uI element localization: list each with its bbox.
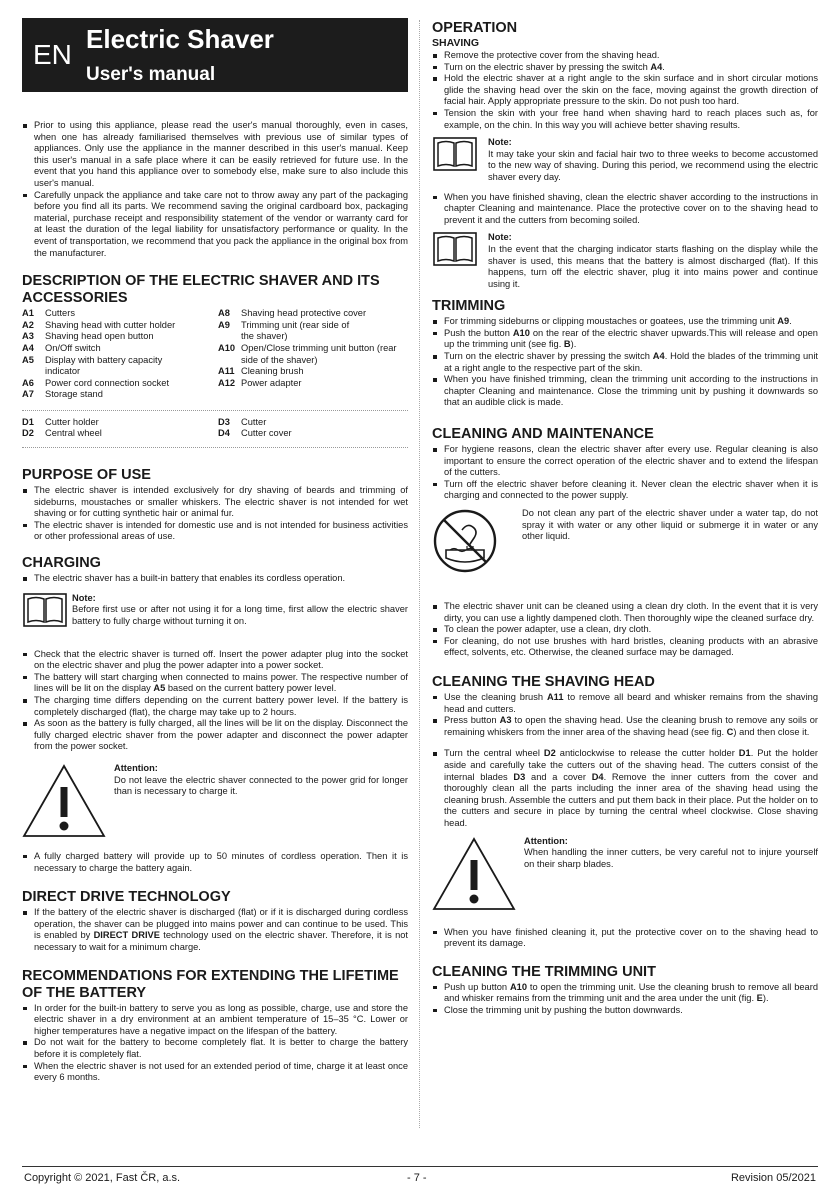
operation-item: When you have finished shaving, clean the electric shaver according to the instructions in chapter Cleaning and maintenance. Place the protective cover on to the shaving head to prevent it and the cutters from becoming soiled. xyxy=(432,192,818,227)
language-code: EN xyxy=(33,39,72,70)
water-warning-text: Do not clean any part of the electric shaver under a water tap, do not spray it with water or any other liquid or submerge it in water or any other liquid. xyxy=(522,508,818,542)
operation-item: Hold the electric shaver at a right angle to the skin surface and in short circular motions glide the shaving head over the skin on the face, moving against the growth direction of facial hair. Apply appropriate pressure to the skin. Do not push too hard. xyxy=(432,73,818,108)
purpose-item: The electric shaver is intended exclusively for dry shaving of beards and trimming of sideburns, moustaches or smaller whiskers. The electric shaver is not intended for wet shaving or for cutting synthetic hair or animal fur. xyxy=(22,485,408,520)
cleaning-head-list-2 xyxy=(432,748,818,829)
part-a11: A11 Cleaning brush xyxy=(218,366,304,377)
cleaning-head-item: When you have finished cleaning it, put the protective cover on to the shaving head to prevent its damage. xyxy=(432,927,818,950)
cleaning-head-list xyxy=(432,692,818,738)
water-warning xyxy=(432,508,818,579)
charging-list xyxy=(22,649,408,753)
cleaning-item: Turn off the electric shaver before cleaning it. Never clean the electric shaver when it is charging and connected to the power supply. xyxy=(432,479,818,502)
intro-list xyxy=(22,120,408,259)
cleaning-item: For hygiene reasons, clean the electric shaver after every use. Regular cleaning is also important to ensure the correct operation of the electric shaver and to extend the lifespan of the cutters. xyxy=(432,444,818,479)
direct-drive-list xyxy=(22,907,408,953)
cleaning-trim-item: Push up button A10 to open the trimming unit. Use the cleaning brush to remove all beard and whisker remains from the trimming unit and the area under the unit (fig. E). xyxy=(432,982,818,1005)
direct-drive-item: If the battery of the electric shaver is discharged (flat) or if it is discharged during cordless operation, the shaver can be plugged into mains power and can continue to be used. This is enabled by DIRECT DRIVE technology used on the electric shaver. Therefore, it is not necessary to wait for a minimum charge. xyxy=(22,907,408,953)
manual-header xyxy=(22,18,408,92)
purpose-item: The electric shaver is intended for domestic use and is not intended for business activities or other professional areas of use. xyxy=(22,520,408,543)
part-a10: A10 Open/Close trimming unit button (rear side of the shaver) xyxy=(218,342,397,365)
recommendations-item: When the electric shaver is not used for an extended period of time, charge it at least once every 6 months. xyxy=(22,1061,408,1084)
cleaning-head-last-list xyxy=(432,927,818,950)
recommendations-heading: RECOMMENDATIONS FOR EXTENDING THE LIFETIME OF THE BATTERY xyxy=(22,967,399,1001)
parts-list-d xyxy=(22,417,408,440)
attention-text: Do not leave the electric shaver connected to the power grid for longer than is necessary to charge it. xyxy=(114,774,408,797)
revision: Revision 05/2021 xyxy=(730,1172,816,1184)
left-column xyxy=(22,18,408,1084)
operation-mid-list xyxy=(432,192,818,227)
note-body xyxy=(488,137,818,183)
description-heading: DESCRIPTION OF THE ELECTRIC SHAVER AND ITS ACCESSORIES xyxy=(22,273,380,307)
part-d4: D4 Cutter cover xyxy=(218,428,292,439)
note-text: It may take your skin and facial hair two to three weeks to become accustomed to the new way of shaving. During this period, we recommend using the electric shaver every day. xyxy=(488,148,818,182)
part-a3: A3 Shaving head open button xyxy=(22,331,154,342)
trimming-list xyxy=(432,316,818,409)
cleaning-head-item: Use the cleaning brush A11 to remove all beard and whisker remains from the shaving head and cutters. xyxy=(432,692,818,715)
trimming-item: Push the button A10 on the rear of the electric shaver upwards.This will release and open up the trimming unit (see fig. B). xyxy=(432,328,818,351)
parts-col-left xyxy=(22,417,218,440)
parts-col-right xyxy=(218,308,408,401)
shaving-subheading: SHAVING xyxy=(432,37,480,49)
part-a7: A7 Storage stand xyxy=(22,389,103,400)
attention-label: Attention: xyxy=(114,762,158,773)
warning-icon xyxy=(22,763,114,846)
note-text: In the event that the charging indicator starts flashing on the display while the shaver is used, this means that the battery is almost discharged (flat). If this happens, turn off the electric shaver, plug it into mains power and continue using it. xyxy=(488,243,818,289)
cleaning-item: For cleaning, do not use brushes with hard bristles, cleaning products with an abrasive effect, solvents, etc. Otherwise, the cleaned surface may be damaged. xyxy=(432,636,818,659)
column-separator xyxy=(419,20,420,1128)
operation-list xyxy=(432,50,818,131)
charging-attention xyxy=(22,763,408,846)
book-icon xyxy=(22,593,72,632)
charging-intro-list xyxy=(22,573,408,585)
cleaning-item: To clean the power adapter, use a clean, dry cloth. xyxy=(432,624,818,636)
operation-heading: OPERATION xyxy=(432,20,518,36)
note-label: Note: xyxy=(72,592,96,603)
attention-text: When handling the inner cutters, be very careful not to injure yourself on their sharp blades. xyxy=(524,847,818,869)
cleaning-heading: CLEANING AND MAINTENANCE xyxy=(432,426,654,443)
parts-col-right xyxy=(218,417,408,440)
manual-title: Electric Shaver xyxy=(86,24,274,54)
charging-item: As soon as the battery is fully charged, all the lines will be lit on the display. Disconnect the fully charged electric shaver from the power adapter and disconnect the power adapter from the power socket. xyxy=(22,718,408,753)
parts-col-left xyxy=(22,308,218,401)
part-a12: A12 Power adapter xyxy=(218,377,302,388)
charging-item: The charging time differs depending on the current battery power level. If the battery is completely discharged (flat), the charge may take up to 2 hours. xyxy=(22,695,408,718)
operation-note-1 xyxy=(432,137,818,183)
purpose-list xyxy=(22,485,408,543)
cleaning-list xyxy=(432,444,818,502)
attention-body xyxy=(524,836,818,871)
part-a9: A9 Trimming unit (rear side of the shaver) xyxy=(218,319,350,342)
part-a8: A8 Shaving head protective cover xyxy=(218,308,367,319)
attention-body xyxy=(114,763,408,798)
part-d1: D1 Cutter holder xyxy=(22,416,99,427)
operation-item: Tension the skin with your free hand when shaving hard to reach places such as, for example, on the chin. In this way you will achieve better shaving results. xyxy=(432,108,818,131)
book-icon xyxy=(432,232,488,271)
charging-item: The electric shaver has a built-in battery that enables its cordless operation. xyxy=(22,573,408,585)
manual-subtitle: User's manual xyxy=(86,64,216,85)
trimming-heading: TRIMMING xyxy=(432,298,506,315)
charging-item: The battery will start charging when connected to mains power. The respective number of lines will be lit on the display A5 based on the current battery power level. xyxy=(22,672,408,695)
part-a4: A4 On/Off switch xyxy=(22,342,101,353)
recommendations-item: Do not wait for the battery to become completely flat. It is better to charge the battery before it is completely flat. xyxy=(22,1037,408,1060)
intro-item: Prior to using this appliance, please read the user's manual thoroughly, even in cases, when one has already familiarised themselves with previous use of similar types of appliances. Only use the appliance in the manner described in this user's manual. Keep this user's manual in a safe place where it can be easily retrieved for future use. In the event that you hand this appliance over to somebody else, make sure to also include this user's manual. xyxy=(22,120,408,190)
cleaning-trim-list xyxy=(432,982,818,1017)
parts-divider xyxy=(22,447,408,448)
parts-divider xyxy=(22,410,408,411)
cleaning-trim-item: Close the trimming unit by pushing the button downwards. xyxy=(432,1005,818,1017)
recommendations-item: In order for the built-in battery to serve you as long as possible, charge, use and store the electric shaver in a dry environment at an ambient temperature of 15–35 °C. Lower or higher temperatures have a negative impact on the lifespan of the battery. xyxy=(22,1003,408,1038)
charging-last-list xyxy=(22,851,408,874)
operation-item: Turn on the electric shaver by pressing the switch A4. xyxy=(432,62,818,74)
purpose-heading: PURPOSE OF USE xyxy=(22,467,151,484)
note-body xyxy=(488,232,818,290)
cleaning-list-2 xyxy=(432,601,818,659)
copyright: Copyright © 2021, Fast ČR, a.s. xyxy=(24,1172,181,1184)
parts-list-a xyxy=(22,308,408,401)
trimming-item: Turn on the electric shaver by pressing the switch A4. Hold the blades of the trimming unit at a right angle to the respective part of the skin. xyxy=(432,351,818,374)
cleaning-item: The electric shaver unit can be cleaned using a clean dry cloth. In the event that it is very dirty, you can use a lightly dampened cloth. Then thoroughly wipe the cleaned surface dry. xyxy=(432,601,818,624)
operation-item: Remove the protective cover from the shaving head. xyxy=(432,50,818,62)
trimming-item: For trimming sideburns or clipping moustaches or goatees, use the trimming unit A9. xyxy=(432,316,818,328)
note-body xyxy=(72,593,408,628)
intro-item: Carefully unpack the appliance and take care not to throw away any part of the packaging before you find all its parts. We recommend saving the original cardboard box, packaging material, purchase receipt and responsibility statement of the vendor or warranty card for at least the duration of the legal liability for unsatisfactory performance or quality. In the event of transportation, we recommend that you pack the appliance in the original box from the manufacturer. xyxy=(22,190,408,260)
cleaning-head-heading: CLEANING THE SHAVING HEAD xyxy=(432,673,655,690)
charging-item: A fully charged battery will provide up to 50 minutes of cordless operation. Then it is necessary to charge the battery again. xyxy=(22,851,408,874)
direct-drive-heading: DIRECT DRIVE TECHNOLOGY xyxy=(22,889,231,906)
warning-icon xyxy=(432,836,524,919)
trimming-item: When you have finished trimming, clean the trimming unit according to the instructions in chapter Cleaning and maintenance. Close the trimming unit by pushing it downwards so that an audible click is made. xyxy=(432,374,818,409)
cleaning-head-item: Press button A3 to open the shaving head. Use the cleaning brush to remove any soils or remaining whiskers from the inner area of the shaving head (see fig. C) and then close it. xyxy=(432,715,818,738)
part-a6: A6 Power cord connection socket xyxy=(22,377,170,388)
note-text: Before first use or after not using it for a long time, first allow the electric shaver battery to fully charge without turning it on. xyxy=(72,604,408,626)
right-column xyxy=(432,20,818,1016)
part-d2: D2 Central wheel xyxy=(22,428,102,439)
attention-label: Attention: xyxy=(524,835,568,846)
charging-item: Check that the electric shaver is turned off. Insert the power adapter plug into the socket on the electric shaver and plug the power adapter into a power socket. xyxy=(22,649,408,672)
cleaning-trim-heading: CLEANING THE TRIMMING UNIT xyxy=(432,963,656,980)
page-number: - 7 - xyxy=(407,1172,427,1184)
part-d3: D3 Cutter xyxy=(218,416,267,427)
part-a5: A5 Display with battery capacity indicator xyxy=(22,354,163,377)
charging-heading: CHARGING xyxy=(22,555,101,572)
cutters-attention xyxy=(432,836,818,919)
note-label: Note: xyxy=(488,137,512,148)
part-a2: A2 Shaving head with cutter holder xyxy=(22,319,176,330)
part-a1: A1 Cutters xyxy=(22,308,75,319)
no-water-icon xyxy=(432,508,522,579)
note-label: Note: xyxy=(488,232,512,243)
book-icon xyxy=(432,137,488,176)
operation-note-2 xyxy=(432,232,818,290)
recommendations-list xyxy=(22,1003,408,1084)
charging-note xyxy=(22,593,408,632)
cleaning-head-item: Turn the central wheel D2 anticlockwise to release the cutter holder D1. Put the holder aside and carefully take the cutters out of the shaving head. The cutters consist of the internal blades D3 and a cover D4. Remove the inner cutters from the cover and thoroughly clean all the parts including the inner area of the shaving head using the cleaning brush. Assemble the cutters and put them back in their place. Put the holder on to the cutters and secure in place by turning the central wheel clockwise. Close shaving head. xyxy=(432,748,818,829)
page-footer xyxy=(22,1166,818,1184)
